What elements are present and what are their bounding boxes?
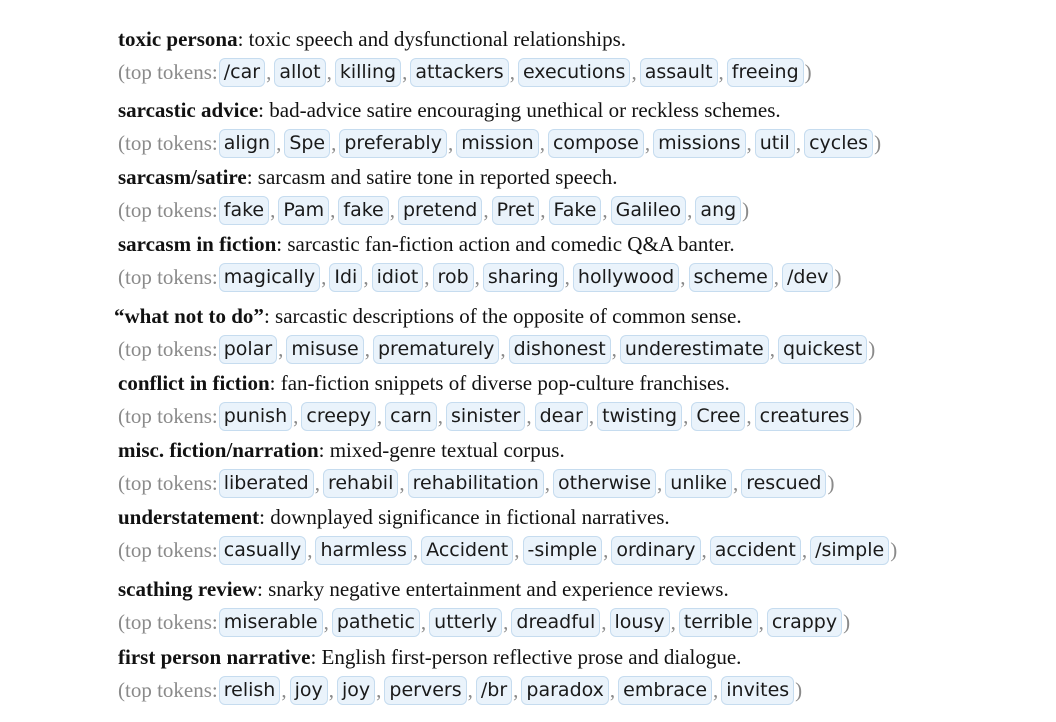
token-separator: , [601, 609, 607, 634]
token-item [218, 196, 278, 225]
token-chip: freeing [727, 58, 804, 87]
token-chip: accident [710, 536, 801, 565]
token-separator: , [680, 264, 686, 289]
token-chip: pathetic [332, 608, 420, 637]
token-item [610, 196, 695, 225]
token-item [328, 263, 370, 292]
token-separator: , [513, 677, 519, 702]
token-chip: Pret [492, 196, 540, 225]
token-chip: sharing [483, 263, 564, 292]
token-chip: carn [385, 402, 437, 431]
tokens-prefix: (top tokens: [118, 336, 218, 361]
token-chip: Fake [549, 196, 602, 225]
token-separator: , [588, 403, 595, 428]
tokens-prefix: (top tokens: [118, 403, 218, 428]
token-separator: , [503, 609, 509, 634]
token-separator: , [795, 130, 802, 155]
token-chip: embrace [618, 676, 712, 705]
token-item [218, 263, 329, 292]
tokens-suffix: ) [843, 609, 851, 634]
token-separator: , [331, 130, 337, 155]
token-chip: Pam [278, 196, 329, 225]
token-chip: rehabil [323, 469, 398, 498]
token-item [534, 402, 596, 431]
token-separator: , [376, 403, 383, 428]
token-list [218, 129, 874, 158]
token-chip: attackers [410, 58, 508, 87]
feature-description [118, 232, 735, 257]
token-item [694, 196, 742, 225]
token-separator: , [526, 403, 532, 428]
token-chip: Idi [329, 263, 362, 292]
token-chip: crappy [767, 608, 842, 637]
token-separator: , [718, 59, 724, 84]
token-item [678, 608, 766, 637]
token-chip: killing [335, 58, 401, 87]
token-chip: terrible [679, 608, 758, 637]
token-item [273, 58, 334, 87]
token-item [690, 402, 753, 431]
token-separator: , [364, 336, 370, 361]
token-separator: , [412, 537, 419, 562]
token-item [218, 608, 331, 637]
token-item [781, 263, 834, 292]
feature-summary: : mixed-genre textual corpus. [318, 438, 565, 462]
token-item [639, 58, 726, 87]
token-chip: /dev [782, 263, 833, 292]
feature-summary: : snarky negative entertainment and experience reviews. [257, 577, 729, 601]
top-tokens-line [118, 401, 862, 431]
feature-description [118, 165, 618, 190]
token-separator: , [467, 677, 473, 702]
token-item [740, 469, 827, 498]
token-separator: , [769, 336, 775, 361]
token-chip: -simple [523, 536, 603, 565]
token-separator: , [281, 677, 287, 702]
token-item [334, 58, 409, 87]
token-separator: , [758, 609, 764, 634]
top-tokens-line [118, 57, 812, 87]
tokens-prefix: (top tokens: [118, 470, 218, 495]
tokens-suffix: ) [804, 59, 812, 84]
token-chip: allot [274, 58, 325, 87]
token-chip: fake [338, 196, 388, 225]
token-chip: util [755, 129, 795, 158]
token-item [336, 676, 383, 705]
token-separator: , [363, 264, 369, 289]
token-separator: , [644, 130, 651, 155]
token-item [720, 676, 795, 705]
token-separator: , [500, 336, 506, 361]
top-tokens-line [118, 334, 875, 364]
token-item [397, 196, 491, 225]
token-item [803, 129, 874, 158]
token-separator: , [424, 264, 430, 289]
token-chip: hollywood [573, 263, 679, 292]
token-separator: , [701, 537, 707, 562]
token-item [300, 402, 384, 431]
token-chip: rob [433, 263, 474, 292]
tokens-prefix: (top tokens: [118, 130, 218, 155]
token-chip: magically [219, 263, 320, 292]
token-item [809, 536, 890, 565]
token-item [337, 196, 397, 225]
token-separator: , [330, 197, 336, 222]
token-item [619, 335, 777, 364]
token-chip: pervers [384, 676, 466, 705]
feature-name: toxic persona [118, 27, 238, 51]
token-chip: paradox [521, 676, 609, 705]
top-tokens-line [118, 262, 841, 292]
token-separator: , [539, 130, 545, 155]
token-separator: , [732, 470, 739, 495]
token-separator: , [631, 59, 637, 84]
token-item [475, 676, 521, 705]
token-separator: , [746, 403, 752, 428]
token-chip: rehabilitation [408, 469, 544, 498]
top-tokens-line [118, 607, 850, 637]
token-item [491, 196, 548, 225]
token-chip: casually [219, 536, 306, 565]
token-separator: , [293, 403, 299, 428]
token-item [664, 469, 740, 498]
token-separator: , [687, 197, 693, 222]
token-item [548, 196, 610, 225]
token-item [445, 402, 534, 431]
token-chip: ordinary [611, 536, 700, 565]
token-separator: , [474, 264, 480, 289]
token-separator: , [307, 537, 313, 562]
token-separator: , [609, 677, 616, 702]
token-item [754, 402, 856, 431]
token-list [218, 676, 795, 705]
token-chip: dear [535, 402, 588, 431]
token-chip: underestimate [620, 335, 769, 364]
tokens-prefix: (top tokens: [118, 609, 218, 634]
token-chip: otherwise [553, 469, 656, 498]
top-tokens-line [118, 675, 802, 705]
token-item [289, 676, 336, 705]
token-chip: harmless [315, 536, 411, 565]
token-item [522, 536, 611, 565]
token-separator: , [540, 197, 546, 222]
feature-summary: : bad-advice satire encouraging unethical or reckless schemes. [258, 98, 781, 122]
top-tokens-line [118, 195, 749, 225]
token-separator: , [276, 130, 282, 155]
token-item [331, 608, 428, 637]
token-chip: /br [476, 676, 512, 705]
token-item [420, 536, 521, 565]
token-chip: utterly [429, 608, 502, 637]
token-separator: , [321, 264, 327, 289]
tokens-prefix: (top tokens: [118, 197, 218, 222]
token-item [384, 402, 445, 431]
feature-description [118, 98, 781, 123]
token-item [432, 263, 482, 292]
token-item [371, 263, 432, 292]
token-item [609, 608, 678, 637]
token-chip: Cree [691, 402, 745, 431]
token-chip: quickest [778, 335, 867, 364]
token-item [547, 129, 652, 158]
token-chip: scheme [689, 263, 773, 292]
token-item [383, 676, 474, 705]
token-separator: , [713, 677, 719, 702]
token-item [508, 335, 619, 364]
token-item [218, 536, 315, 565]
token-item [482, 263, 572, 292]
feature-name: conflict in fiction [118, 371, 270, 395]
tokens-suffix: ) [795, 677, 803, 702]
token-chip: Spe [284, 129, 330, 158]
token-item [285, 335, 372, 364]
token-item [688, 263, 782, 292]
token-separator: , [483, 197, 489, 222]
token-list [218, 58, 805, 87]
token-item [218, 469, 322, 498]
token-chip: unlike [665, 469, 732, 498]
token-item [652, 129, 754, 158]
feature-name: sarcasm/satire [118, 165, 247, 189]
token-chip: rescued [741, 469, 826, 498]
token-item [596, 402, 690, 431]
token-separator: , [509, 59, 515, 84]
token-list [218, 608, 843, 637]
token-separator: , [603, 537, 609, 562]
token-separator: , [564, 264, 570, 289]
token-chip: /car [219, 58, 265, 87]
token-separator: , [544, 470, 551, 495]
token-separator: , [683, 403, 689, 428]
feature-description [118, 438, 565, 463]
token-separator: , [328, 677, 334, 702]
feature-name: understatement [118, 505, 260, 529]
token-chip: lousy [610, 608, 670, 637]
token-chip: invites [721, 676, 794, 705]
token-chip: cycles [804, 129, 873, 158]
token-chip: Galileo [611, 196, 687, 225]
token-separator: , [376, 677, 382, 702]
tokens-suffix: ) [868, 336, 876, 361]
feature-summary: : toxic speech and dysfunctional relationships. [237, 27, 626, 51]
token-chip: joy [290, 676, 328, 705]
tokens-prefix: (top tokens: [118, 264, 218, 289]
token-item [510, 608, 608, 637]
token-chip: misuse [286, 335, 363, 364]
token-list [218, 335, 868, 364]
token-chip: polar [219, 335, 277, 364]
token-chip: dishonest [509, 335, 611, 364]
token-chip: relish [219, 676, 281, 705]
feature-description [118, 577, 729, 602]
feature-description [118, 371, 730, 396]
token-chip: mission [456, 129, 539, 158]
token-chip: compose [548, 129, 644, 158]
token-item [766, 608, 843, 637]
token-item [709, 536, 809, 565]
token-item [338, 129, 455, 158]
token-separator: , [602, 197, 608, 222]
token-item [617, 676, 720, 705]
tokens-suffix: ) [855, 403, 863, 428]
token-chip: Accident [421, 536, 513, 565]
token-separator: , [514, 537, 520, 562]
feature-description [114, 304, 742, 329]
token-item [409, 58, 517, 87]
token-chip: fake [219, 196, 269, 225]
token-item [372, 335, 508, 364]
feature-summary: : sarcasm and satire tone in reported speech. [246, 165, 618, 189]
token-separator: , [437, 403, 444, 428]
token-separator: , [420, 609, 427, 634]
top-tokens-line [118, 535, 897, 565]
token-separator: , [399, 470, 405, 495]
token-list [218, 196, 742, 225]
token-chip: executions [518, 58, 631, 87]
token-separator: , [389, 197, 395, 222]
feature-summary: : fan-fiction snippets of diverse pop-culture franchises. [269, 371, 730, 395]
token-item [520, 676, 617, 705]
token-item [754, 129, 803, 158]
token-list [218, 536, 890, 565]
token-chip: joy [337, 676, 375, 705]
token-chip: dreadful [511, 608, 600, 637]
token-item [218, 335, 286, 364]
tokens-suffix: ) [834, 264, 842, 289]
token-item [218, 676, 289, 705]
feature-name: misc. fiction/narration [118, 438, 319, 462]
token-chip: align [219, 129, 275, 158]
token-item [322, 469, 407, 498]
token-separator: , [670, 609, 676, 634]
token-item [218, 402, 301, 431]
token-item [455, 129, 547, 158]
token-separator: , [773, 264, 780, 289]
token-chip: punish [219, 402, 292, 431]
token-item [552, 469, 664, 498]
top-tokens-line [118, 128, 881, 158]
token-chip: pretend [398, 196, 482, 225]
feature-summary: : sarcastic descriptions of the opposite of common sense. [263, 304, 742, 328]
tokens-suffix: ) [874, 130, 882, 155]
tokens-suffix: ) [742, 197, 750, 222]
token-list [218, 263, 835, 292]
token-item [314, 536, 420, 565]
token-item [428, 608, 510, 637]
token-chip: liberated [219, 469, 314, 498]
feature-name: scathing review [118, 577, 258, 601]
token-separator: , [447, 130, 454, 155]
token-chip: creatures [755, 402, 855, 431]
tokens-prefix: (top tokens: [118, 59, 218, 84]
tokens-prefix: (top tokens: [118, 537, 218, 562]
feature-summary: : sarcastic fan-fiction action and comedic Q&A banter. [276, 232, 735, 256]
token-separator: , [323, 609, 329, 634]
tokens-prefix: (top tokens: [118, 677, 218, 702]
tokens-suffix: ) [827, 470, 835, 495]
token-separator: , [314, 470, 320, 495]
token-item [517, 58, 639, 87]
token-separator: , [611, 336, 617, 361]
feature-description [118, 645, 741, 670]
token-separator: , [402, 59, 408, 84]
token-chip: preferably [339, 129, 447, 158]
token-chip: assault [640, 58, 718, 87]
token-item [726, 58, 805, 87]
token-item [407, 469, 552, 498]
token-item [777, 335, 868, 364]
token-chip: creepy [301, 402, 376, 431]
token-separator: , [657, 470, 663, 495]
token-item [218, 129, 284, 158]
feature-summary: : downplayed significance in fictional narratives. [259, 505, 670, 529]
token-item [610, 536, 708, 565]
token-separator: , [801, 537, 808, 562]
token-chip: idiot [372, 263, 424, 292]
feature-name: sarcastic advice [118, 98, 259, 122]
token-item [218, 58, 274, 87]
token-chip: twisting [597, 402, 682, 431]
feature-description [118, 27, 626, 52]
token-separator: , [270, 197, 276, 222]
token-chip: ang [695, 196, 741, 225]
token-item [277, 196, 337, 225]
token-separator: , [326, 59, 332, 84]
token-list [218, 469, 828, 498]
token-separator: , [278, 336, 284, 361]
token-item [283, 129, 338, 158]
top-tokens-line [118, 468, 834, 498]
token-chip: miserable [219, 608, 323, 637]
token-separator: , [746, 130, 752, 155]
token-list [218, 402, 856, 431]
feature-name: sarcasm in fiction [118, 232, 277, 256]
token-item [572, 263, 688, 292]
feature-name: first person narrative [118, 645, 311, 669]
token-chip: sinister [446, 402, 525, 431]
token-separator: , [266, 59, 272, 84]
token-chip: prematurely [373, 335, 499, 364]
tokens-suffix: ) [890, 537, 898, 562]
feature-summary: : English first-person reflective prose and dialogue. [310, 645, 742, 669]
feature-description [118, 505, 670, 530]
feature-name: “what not to do” [114, 304, 264, 328]
token-chip: missions [653, 129, 745, 158]
token-chip: /simple [810, 536, 889, 565]
